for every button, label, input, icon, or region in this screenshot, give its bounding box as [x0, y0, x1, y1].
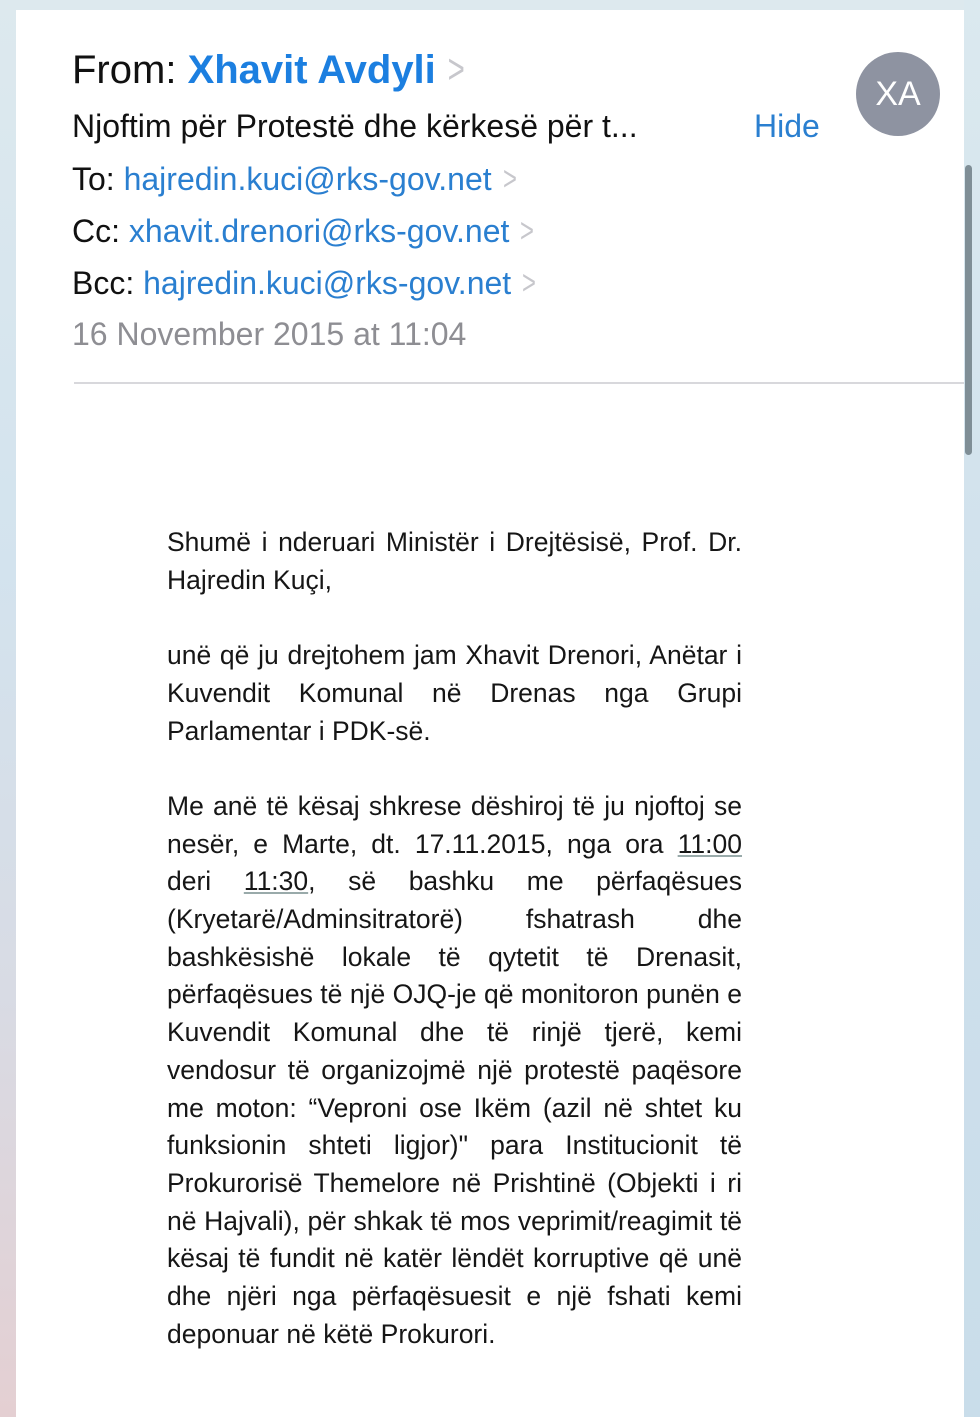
email-message-view — [16, 10, 964, 1417]
bcc-row — [72, 264, 539, 303]
to-address-link[interactable]: hajredin.kuci@rks-gov.net — [123, 161, 492, 197]
time-start-link[interactable]: 11:00 — [677, 828, 742, 859]
bcc-label: Bcc: — [72, 265, 135, 301]
hide-details-button[interactable]: Hide — [754, 108, 820, 144]
sent-date: 16 November 2015 at 11:04 — [72, 316, 467, 352]
email-body — [167, 524, 742, 1391]
chevron-right-icon[interactable]: > — [447, 45, 465, 92]
main-text-part1: Me anë të kësaj shkrese dëshiroj të ju njoftoj se nesër, e Marte, dt. 17.11.2015, nga ora — [167, 790, 742, 859]
main-text-part2: deri — [167, 866, 244, 897]
chevron-right-icon[interactable]: > — [520, 212, 535, 250]
greeting-paragraph: Shumë i nderuari Ministër i Drejtësisë, Prof. Dr. Hajredin Kuçi, — [167, 527, 742, 595]
time-end-link[interactable]: 11:30 — [243, 866, 309, 897]
to-row — [72, 160, 519, 199]
cc-address-link[interactable]: xhavit.drenori@rks-gov.net — [128, 213, 510, 249]
chevron-right-icon[interactable]: > — [522, 264, 537, 302]
main-text-part3: , së bashku me përfaqësues (Kryetarë/Adminsitratorë) fshatrash dhe bashkësishë lokale të qytetit të Drenasit, përfaqësues të një OJQ-je që monitoron punën e Kuvendit Komunal dhe të rinjë tjerë, kemi vendosur të organizojmë një protestë paqësore me moton: “Veproni ose Ikëm (azil në shtet ku funksionin shteti ligjor)" para Institucionit të Prokurorisë Themelore në Prishtinë (Objekti i ri në Hajvali), për shkak të mos veprimit/reagimit të kësaj të fundit në katër lëndët korruptive që unë dhe njëri nga përfaqësuesit e një fshati kemi deponuar në këtë Prokurori. — [167, 866, 743, 1349]
header-divider — [74, 382, 964, 384]
sender-name-link[interactable]: Xhavit Avdyli — [187, 48, 436, 92]
subject-line: Njoftim për Protestë dhe kërkesë për t... — [72, 108, 638, 144]
sender-avatar[interactable]: XA — [856, 52, 940, 136]
from-row — [72, 45, 468, 93]
intro-paragraph: unë që ju drejtohem jam Xhavit Drenori, Anëtar i Kuvendit Komunal në Drenas nga Grupi Parlamentar i PDK-së. — [167, 640, 742, 746]
cc-row — [72, 212, 537, 251]
main-paragraph — [167, 788, 742, 1354]
from-label: From: — [72, 48, 177, 92]
to-label: To: — [72, 161, 115, 197]
bcc-address-link[interactable]: hajredin.kuci@rks-gov.net — [143, 265, 512, 301]
chevron-right-icon[interactable]: > — [502, 160, 517, 198]
vertical-scrollbar[interactable] — [965, 165, 972, 455]
cc-label: Cc: — [72, 213, 120, 249]
